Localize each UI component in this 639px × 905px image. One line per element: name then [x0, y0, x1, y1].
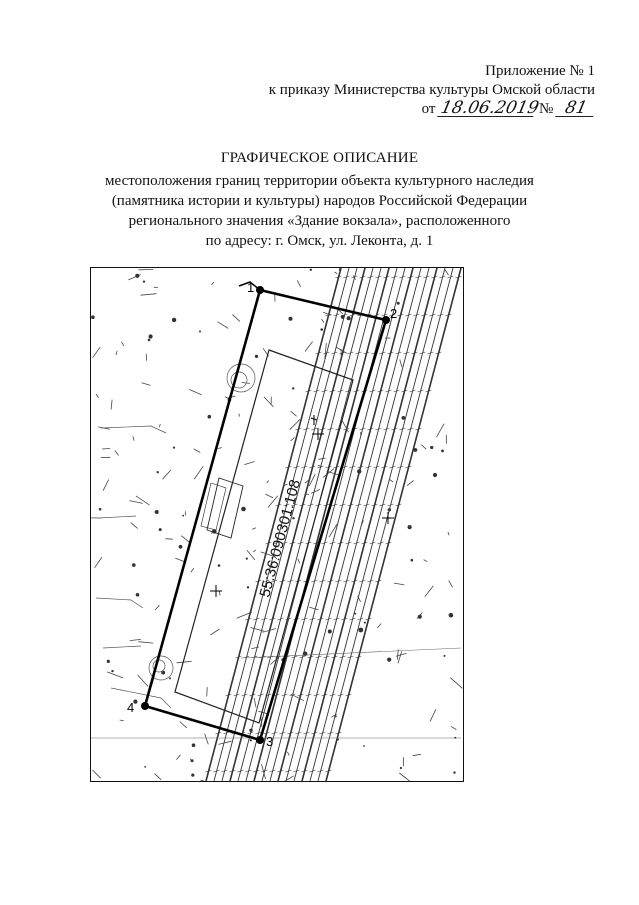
appendix-block — [269, 62, 595, 119]
boundary-point-1-marker — [256, 286, 264, 294]
title-line-2: (памятника истории и культуры) народов Российской Федерации — [111, 193, 528, 209]
title-line-4: по адресу: г. Омск, ул. Леконта, д. 1 — [205, 233, 434, 249]
title-heading: ГРАФИЧЕСКОЕ ОПИСАНИЕ — [220, 150, 419, 166]
handwritten-number: 81 — [555, 100, 597, 117]
boundary-point-4-marker — [141, 702, 149, 710]
boundary-point-3-label: 3 — [266, 734, 274, 749]
appendix-order: к приказу Министерства культуры Омской области — [268, 82, 595, 98]
boundary-point-1-label: 1 — [247, 280, 255, 295]
cross-markers — [210, 428, 394, 600]
boundary-map — [90, 267, 464, 782]
boundary-point-2-marker — [382, 316, 390, 324]
boundary-point-3-marker — [256, 736, 264, 744]
date-prefix: от — [421, 101, 436, 117]
title-line-1: местоположения границ территории объекта культурного наследия — [105, 173, 534, 189]
handwritten-date: 18.06.2019 — [439, 98, 541, 118]
appendix-title: Приложение № 1 — [485, 63, 595, 79]
boundary-point-2-label: 2 — [390, 306, 398, 321]
appendix-date-line — [269, 100, 595, 119]
cadastral-number: 55:36:090301:108 — [256, 477, 305, 600]
title-line-3: регионального значения «Здание вокзала», расположенного — [128, 213, 511, 229]
boundary-point-4-label: 4 — [127, 700, 135, 715]
number-prefix: № — [538, 101, 554, 117]
document-title — [0, 148, 639, 251]
